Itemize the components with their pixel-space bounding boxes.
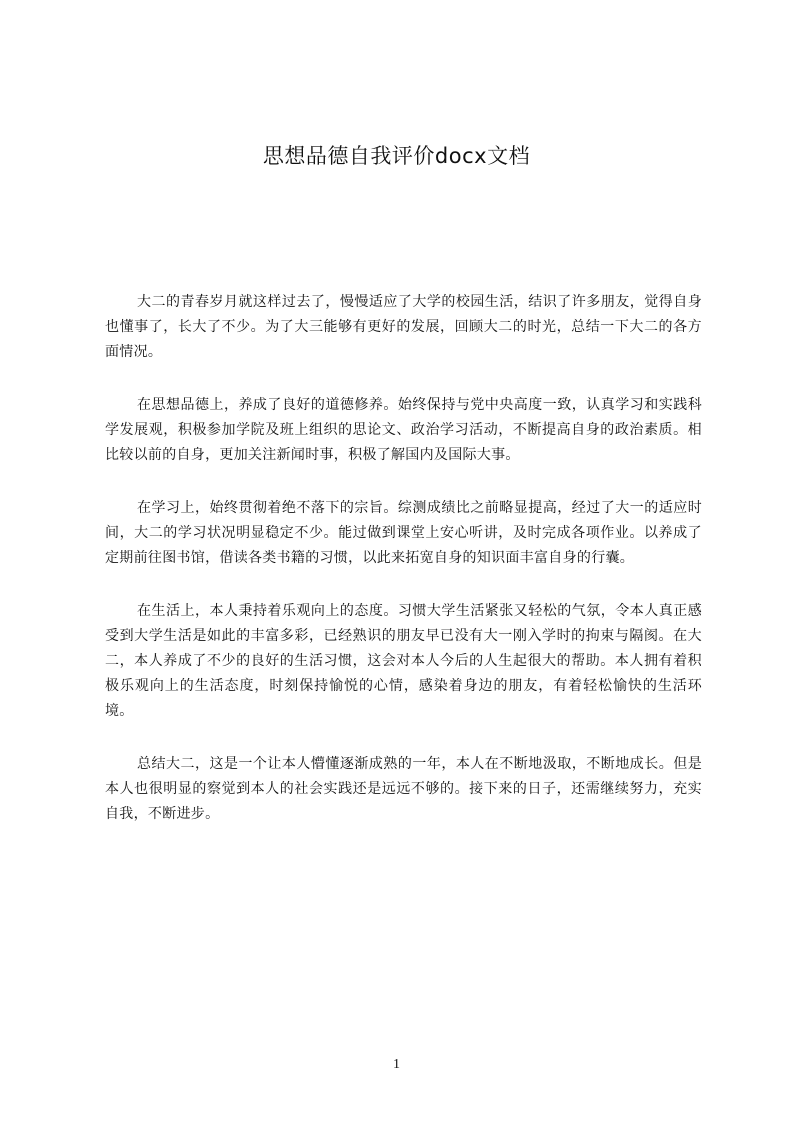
paragraph-intro: 大二的青春岁月就这样过去了，慢慢适应了大学的校园生活，结识了许多朋友，觉得自身也懂事了，长大了不少。为了大三能够有更好的发展，回顾大二的时光，总结一下大二的各方面情况。 <box>105 294 702 360</box>
paragraph-study: 在学习上，始终贯彻着绝不落下的宗旨。综测成绩比之前略显提高，经过了大一的适应时间，大二的学习状况明显稳定不少。能过做到课堂上安心听讲，及时完成各项作业。以养成了定期前往图书馆，借读各类书籍的习惯，以此来拓宽自身的知识面丰富自身的行囊。 <box>105 500 702 566</box>
paragraph-life: 在生活上，本人秉持着乐观向上的态度。习惯大学生活紧张又轻松的气氛，令本人真正感受到大学生活是如此的丰富多彩，已经熟识的朋友早已没有大一刚入学时的拘束与隔阂。在大二，本人养成了不少的良好的生活习惯，这会对本人今后的人生起很大的帮助。本人拥有着积极乐观向上的生活态度，时刻保持愉悦的心情，感染着身边的朋友，有着轻松愉快的生活环境。 <box>105 603 702 719</box>
page-number: 1 <box>393 1057 400 1072</box>
paragraph-summary: 总结大二，这是一个让本人懵懂逐渐成熟的一年，本人在不断地汲取，不断地成长。但是本人也很明显的察觉到本人的社会实践还是远远不够的。接下来的日子，还需继续努力，充实自我，不断进步。 <box>105 756 702 822</box>
document-body <box>105 290 702 855</box>
document-title: 思想品德自我评价docx文档 <box>262 144 531 168</box>
paragraph-moral-character: 在思想品德上，养成了良好的道德修养。始终保持与党中央高度一致，认真学习和实践科学发展观，积极参加学院及班上组织的思论文、政治学习活动，不断提高自身的政治素质。相比较以前的自身，更加关注新闻时事，积极了解国内及国际大事。 <box>105 397 702 463</box>
